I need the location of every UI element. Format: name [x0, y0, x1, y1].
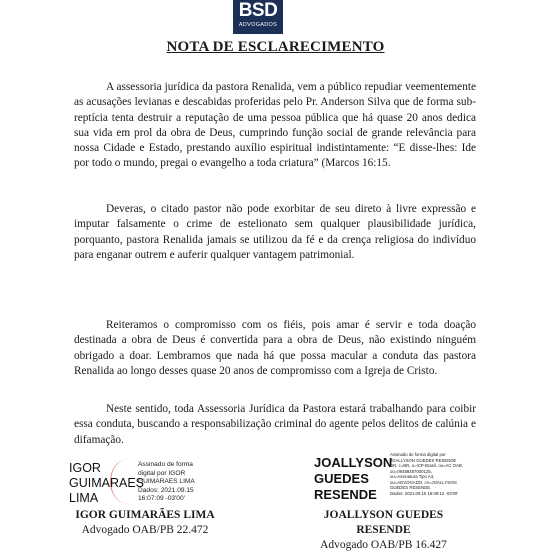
company-logo — [233, 0, 283, 34]
paragraph-1-text: A assessoria jurídica da pastora Renalida, vem a público repudiar veementemente as acusações levianas e descabidas proferidas pelo Pr. Anderson Silva que de forma sub-reptícia tenta destruir a reputação de uma pessoa pública que há quase 20 anos dedica sua vida em prol da obra de Deus, cumprindo função social de grande relevância para nossa Cidade e Estado, prestando auxílio espiritual indistintamente: “E disse-lhes: Ide por todo o mundo, pregai o evangelho a toda criatura” (Marcos 16:15. — [74, 81, 476, 170]
sig-right-note-line: Dados: 2021.09.15 16:09:12 -03'00' — [390, 490, 459, 496]
sig-left-name-line-2: GUIMARAES — [69, 476, 145, 490]
signer-role-right: Advogado OAB/PB 16.427 — [320, 539, 447, 551]
digital-signature-name-right — [314, 455, 392, 503]
sig-right-note-line: JOALLYSON GUEDES RESENDE — [390, 457, 457, 463]
sig-right-note-line: ou=09488487000125, — [390, 468, 432, 474]
sig-right-name-line-1: JOALLYSON — [314, 455, 393, 470]
sig-left-note-line: 16:07:09 -03'00' — [138, 495, 185, 503]
signer-block-right — [296, 508, 471, 553]
paragraph-3-text: Reiteramos o compromisso com os fiéis, pois amar é servir e toda doação destinada a obra de Deus é convertida para a obra de Deus, não existindo ninguém obrigado a doar. Lembramos que nada há que possa macular a conduta das pastora Renalida ao longo desses quase 20 anos de compromisso com a Igreja de Cristo. — [74, 319, 476, 377]
sig-left-note-line: GUIMARAES LIMA — [138, 478, 195, 486]
digital-signature-note-right — [390, 452, 510, 496]
sig-right-note-line: ou=ADVOGADO, cn=JOALLYSON — [390, 479, 457, 485]
sig-right-note-line: Assinado de forma digital por — [390, 452, 446, 457]
sig-right-name-line-2: GUEDES — [314, 471, 369, 486]
sig-left-note-line: Assinado de forma — [138, 461, 193, 468]
logo-subtitle: ADVOGADOS — [238, 22, 278, 28]
signer-name-left: IGOR GUIMARÃES LIMA — [75, 509, 215, 521]
logo-mark: BSD — [238, 0, 278, 21]
sig-right-note-line: DN: c=BR, o=ICP-Brasil, ou=AC OAB, — [390, 463, 463, 468]
sig-left-note-line: digital por IGOR — [138, 469, 186, 477]
document-title: NOTA DE ESCLARECIMENTO — [166, 39, 385, 55]
sig-left-name-line-3: LIMA — [69, 491, 99, 505]
sig-right-note-line: ou=Assinatura Tipo A3, — [390, 474, 435, 479]
paragraph-4 — [74, 402, 476, 448]
sig-left-name-line-1: IGOR — [69, 461, 101, 475]
sig-right-note-line: GUEDES RESENDE — [390, 485, 431, 490]
signer-name-right: JOALLYSON GUEDES RESENDE — [323, 509, 444, 536]
paragraph-4-text: Neste sentido, toda Assessoria Jurídica da Pastora estará trabalhando para coibir essa conduta, buscando a responsabilização criminal do agente pelos delitos de calúnia e difamação. — [74, 403, 476, 446]
digital-signature-name-left — [69, 461, 144, 506]
paragraph-2 — [74, 202, 476, 263]
signer-block-left — [70, 508, 220, 538]
paragraph-2-text: Deveras, o citado pastor não pode exorbitar de seu direto à livre expressão e imputar falsamente o crime de estelionato sem qualquer plausibilidade jurídica, porquanto, pastora Renalida jamais se utilizou da fé e da crença religiosa do indivíduo para enganar outrem e auferir qualquer vantagem patrimonial. — [74, 203, 476, 261]
sig-left-note-line: Dados: 2021.09.15 — [138, 486, 194, 494]
paragraph-1 — [74, 80, 476, 172]
signer-role-left: Advogado OAB/PB 22.472 — [81, 524, 209, 536]
paragraph-3 — [74, 318, 476, 379]
digital-signature-note-left — [138, 461, 248, 504]
sig-right-name-line-3: RESENDE — [314, 487, 377, 502]
